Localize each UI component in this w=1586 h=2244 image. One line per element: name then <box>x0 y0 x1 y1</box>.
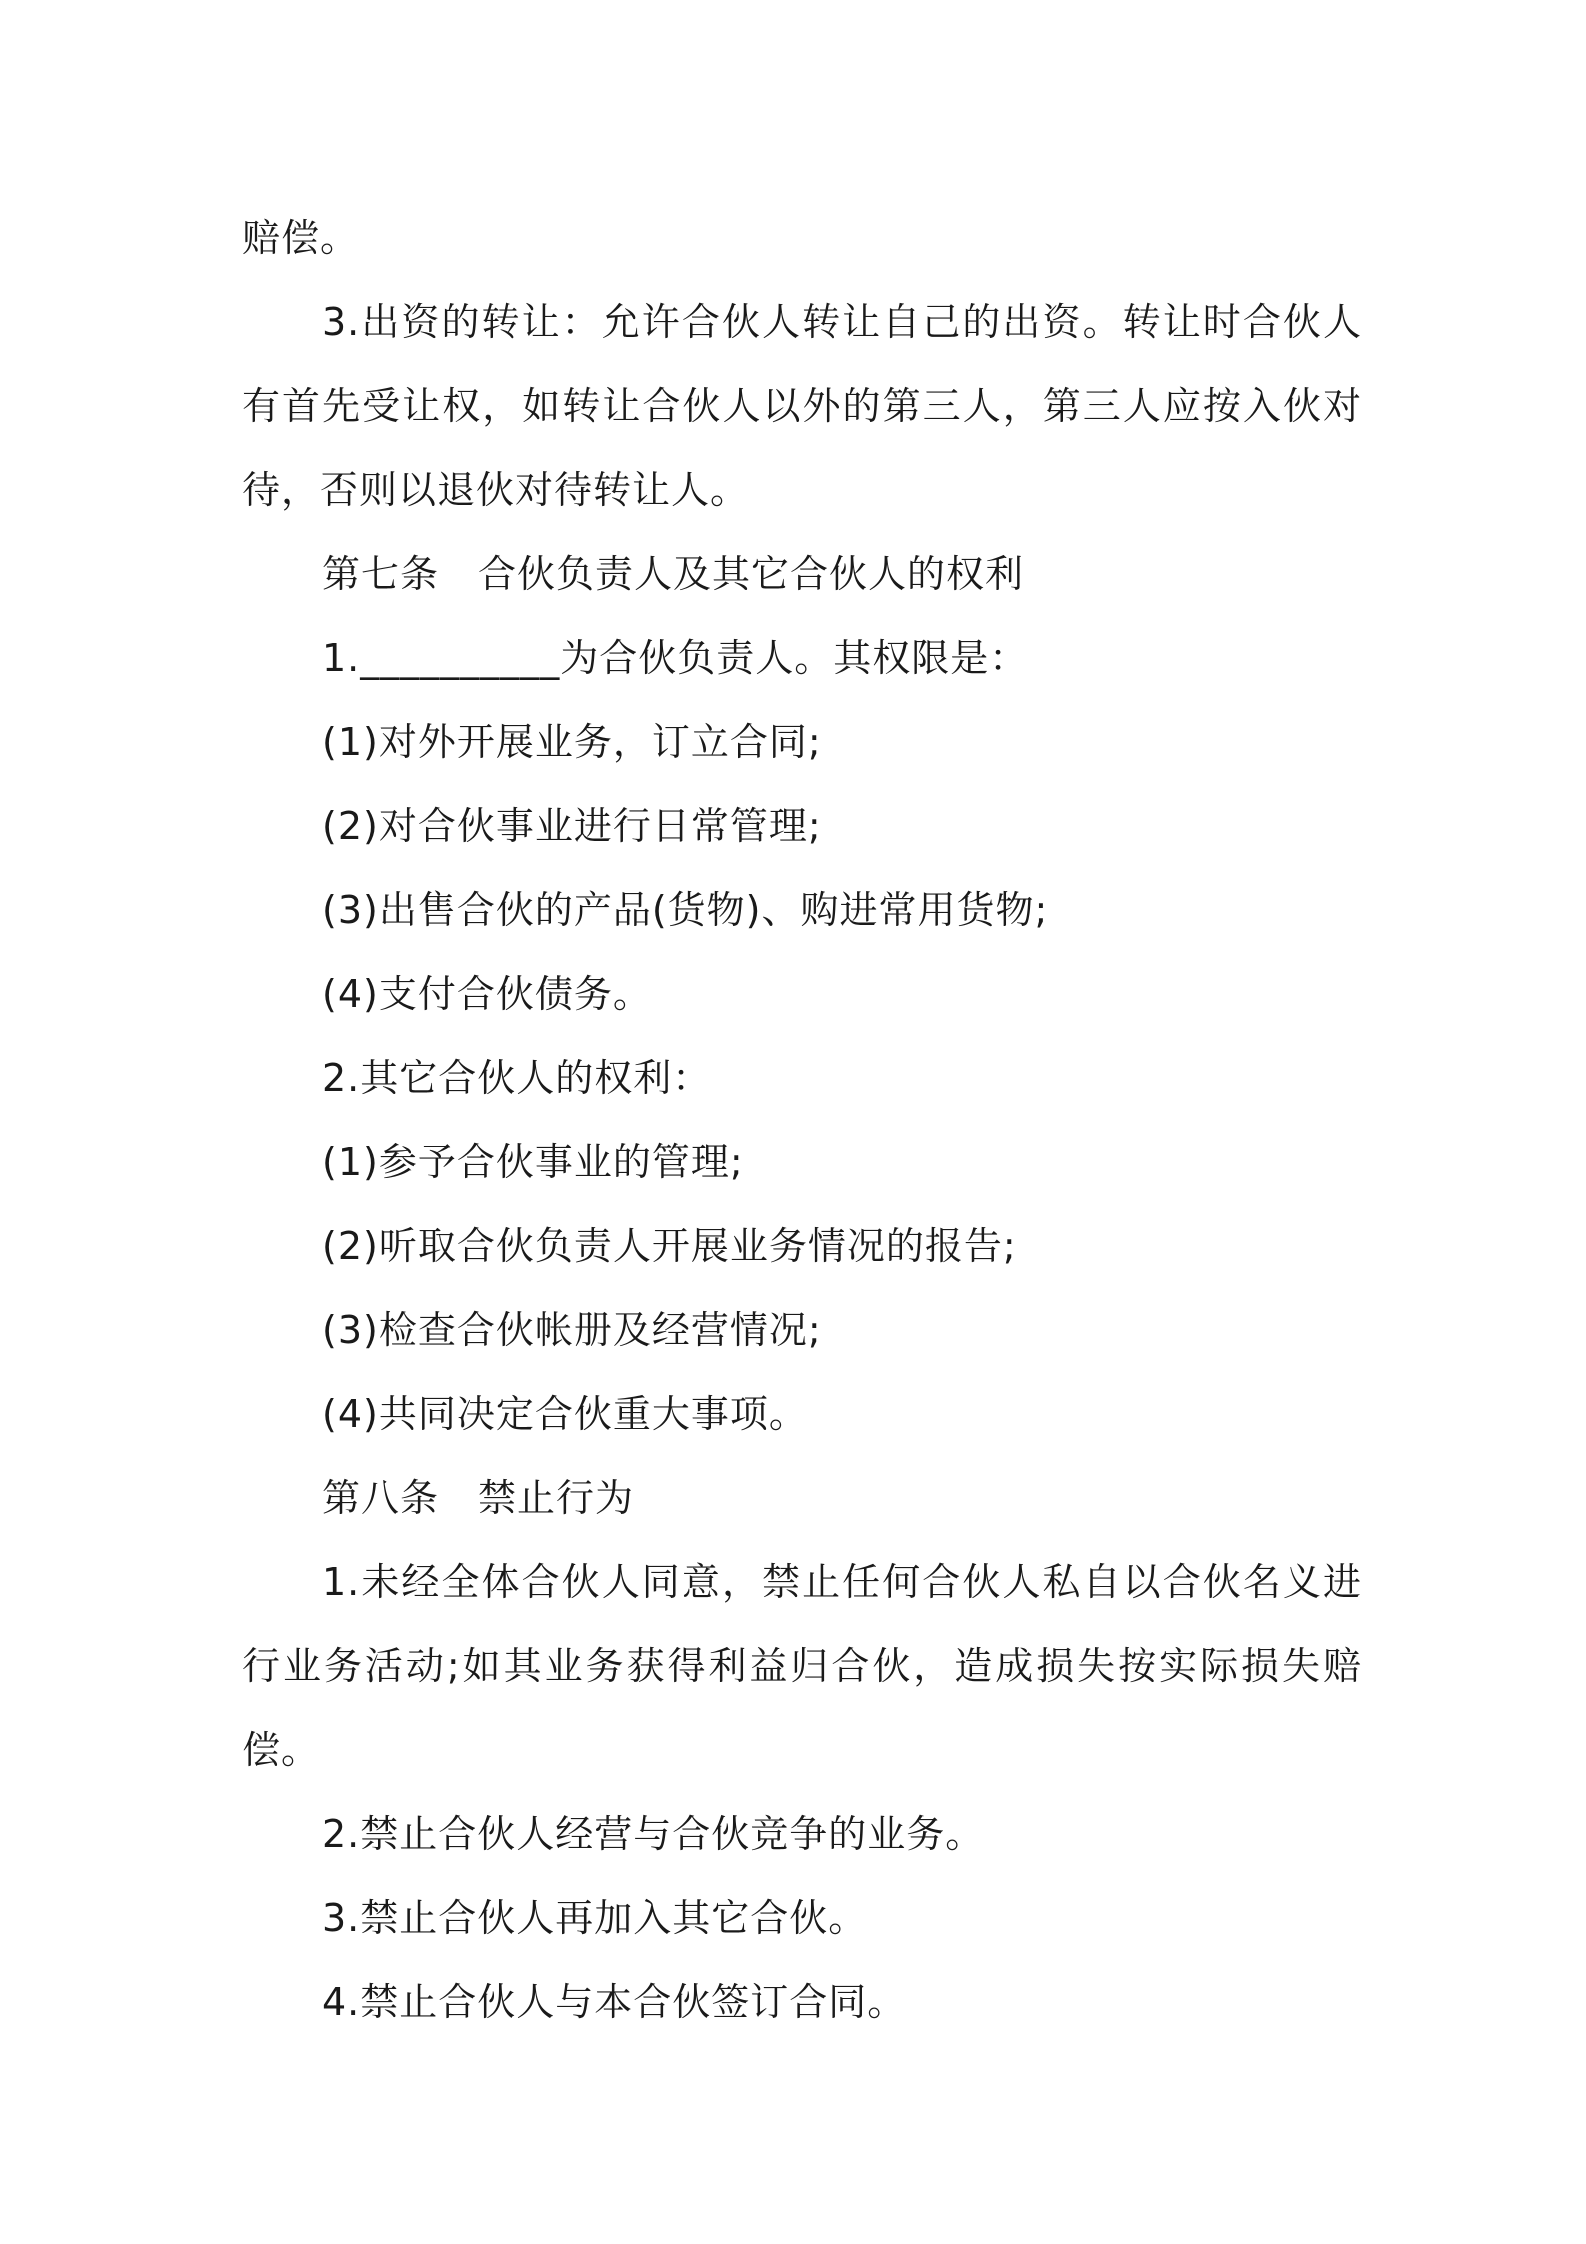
list-item-participate-management: (1)参予合伙事业的管理; <box>322 1140 744 1184</box>
list-item-external-business: (1)对外开展业务，订立合同; <box>322 720 822 764</box>
paragraph-capital-transfer: 3.出资的转让：允许合伙人转让自己的出资。转让时合伙人有首先受让权，如转让合伙人以外的第三人，第三人应按入伙对待，否则以退伙对待转让人。 <box>242 300 1362 512</box>
list-item-daily-management: (2)对合伙事业进行日常管理; <box>322 804 822 848</box>
paragraph-prohibition-1: 1.未经全体合伙人同意，禁止任何合伙人私自以合伙名义进行业务活动;如其业务获得利益归合伙，造成损失按实际损失赔偿。 <box>242 1560 1362 1772</box>
paragraph-responsible-partner: 1.__________为合伙负责人。其权限是： <box>322 636 1029 680</box>
article-8-heading: 第八条 禁止行为 <box>322 1476 635 1520</box>
paragraph-prohibition-2: 2.禁止合伙人经营与合伙竞争的业务。 <box>322 1812 985 1856</box>
list-item-sell-purchase: (3)出售合伙的产品(货物)、购进常用货物; <box>322 888 1049 932</box>
paragraph-other-partners-rights: 2.其它合伙人的权利： <box>322 1056 712 1100</box>
paragraph-prohibition-4: 4.禁止合伙人与本合伙签订合同。 <box>322 1980 907 2024</box>
paragraph-prohibition-3: 3.禁止合伙人再加入其它合伙。 <box>322 1896 868 1940</box>
list-item-pay-debts: (4)支付合伙债务。 <box>322 972 652 1016</box>
article-7-heading: 第七条 合伙负责人及其它合伙人的权利 <box>322 552 1025 596</box>
document-body <box>242 196 1362 2044</box>
list-item-inspect-books: (3)检查合伙帐册及经营情况; <box>322 1308 822 1352</box>
paragraph-compensation-tail: 赔偿。 <box>242 216 360 260</box>
list-item-decide-major-matters: (4)共同决定合伙重大事项。 <box>322 1392 808 1436</box>
list-item-hear-reports: (2)听取合伙负责人开展业务情况的报告; <box>322 1224 1017 1268</box>
